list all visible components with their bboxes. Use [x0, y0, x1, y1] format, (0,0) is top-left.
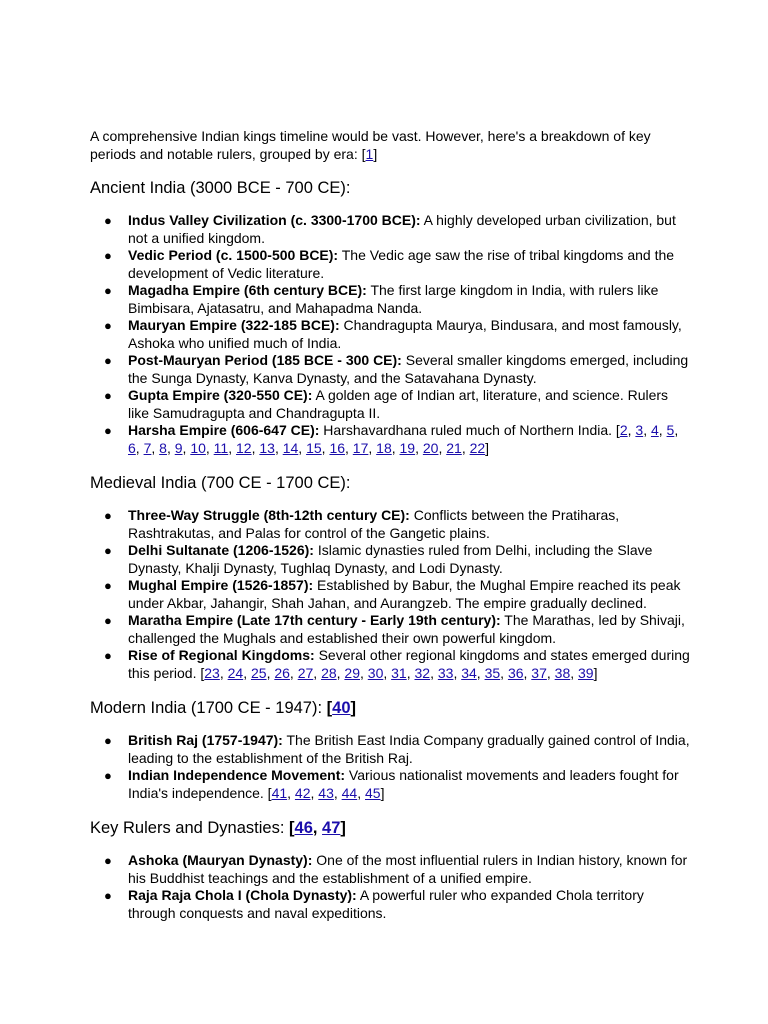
citation-link[interactable]: 2 — [619, 422, 628, 438]
section-list — [90, 212, 690, 457]
ref-separator: , — [135, 439, 144, 456]
list-item — [90, 387, 690, 422]
ref-separator: , — [357, 784, 365, 801]
ref-open-bracket: [ — [289, 819, 295, 837]
list-item-text: Several smaller kingdoms emerged, including the Sunga Dynasty, Kanva Dynasty, and the Satavahana Dynasty. — [128, 352, 689, 386]
section-heading-text: Ancient India (3000 BCE - 700 CE): — [90, 179, 351, 197]
list-item — [90, 422, 690, 457]
list-item-title: Rise of Regional Kingdoms: — [128, 647, 315, 663]
bullet-icon: ● — [104, 423, 112, 438]
citation-link[interactable]: 43 — [318, 784, 334, 801]
section-list — [90, 732, 690, 802]
ref-separator: , — [333, 784, 342, 801]
list-item-text: A highly developed urban civilization, but not a unified kingdom. — [128, 212, 676, 246]
list-item-title: Harsha Empire (606-647 CE): — [128, 422, 320, 438]
citation-link[interactable]: 29 — [344, 664, 360, 681]
ref-separator: , — [627, 422, 636, 438]
citation-link[interactable]: 40 — [332, 699, 351, 717]
citation-link[interactable]: 17 — [352, 439, 369, 456]
ref-close-bracket: ] — [485, 439, 490, 456]
citation-link[interactable]: 47 — [322, 819, 341, 837]
list-item-title: Maratha Empire (Late 17th century - Early 19th century): — [128, 612, 501, 628]
section-list — [90, 852, 690, 922]
citation-link[interactable]: 20 — [422, 439, 439, 456]
spacer — [90, 838, 690, 852]
ref-separator: , — [476, 664, 485, 681]
bullet-icon: ● — [104, 283, 112, 298]
list-item — [90, 887, 690, 922]
ref-separator: , — [500, 664, 508, 681]
bullet-icon: ● — [104, 318, 112, 333]
spacer — [90, 682, 690, 698]
bullet-icon: ● — [104, 648, 112, 663]
ref-separator: , — [523, 664, 532, 681]
section-heading-text: Modern India (1700 CE - 1947): — [90, 699, 327, 717]
citation-link[interactable]: 35 — [484, 664, 501, 681]
list-item-title: Mughal Empire (1526-1857): — [128, 577, 314, 593]
bullet-icon: ● — [104, 248, 112, 263]
ref-separator: , — [166, 439, 175, 456]
list-item — [90, 212, 690, 247]
ref-separator: , — [415, 439, 423, 456]
list-item — [90, 732, 690, 767]
intro-paragraph — [90, 127, 690, 163]
list-item-text: The first large kingdom in India, with rulers like Bimbisara, Ajatasatru, and Mahapadma Nanda. — [128, 282, 659, 316]
ref-separator: , — [368, 439, 377, 456]
citation-link[interactable]: 25 — [250, 664, 267, 681]
list-item-title: Raja Raja Chola I (Chola Dynasty): — [128, 887, 357, 903]
ref-separator: , — [570, 664, 579, 681]
citation-link[interactable]: 5 — [666, 422, 675, 438]
document-content — [90, 127, 690, 922]
list-item — [90, 612, 690, 647]
list-item-title: Ashoka (Mauryan Dynasty): — [128, 852, 313, 868]
citation-link[interactable]: 33 — [437, 664, 454, 681]
citation-link[interactable]: 28 — [321, 664, 337, 681]
list-item-text: Various nationalist movements and leaders fought for India's independence. — [128, 767, 679, 801]
citation-link[interactable]: 31 — [391, 664, 407, 681]
citation-link[interactable]: 11 — [213, 439, 229, 456]
citation-link[interactable]: 22 — [469, 439, 486, 456]
list-item — [90, 542, 690, 577]
ref-separator: , — [430, 664, 438, 681]
list-item-text: A powerful ruler who expanded Chola territory through conquests and naval expeditions. — [128, 887, 644, 921]
list-item-title: Magadha Empire (6th century BCE): — [128, 282, 367, 298]
list-item-text: Harshavardhana ruled much of Northern India. — [319, 422, 616, 438]
ref-separator: , — [360, 664, 368, 681]
citation-link[interactable]: 36 — [507, 664, 524, 681]
citation-link[interactable]: 26 — [274, 664, 290, 681]
bullet-icon: ● — [104, 508, 112, 523]
bullet-icon: ● — [104, 213, 112, 228]
citation-link[interactable]: 13 — [259, 439, 275, 456]
ref-separator: , — [266, 664, 275, 681]
section-heading — [90, 178, 690, 198]
list-item-title: Indian Independence Movement: — [128, 767, 346, 783]
citation-link[interactable]: 24 — [227, 664, 244, 681]
list-item-text: Conflicts between the Pratiharas, Rashtrakutas, and Palas for control of the Gangetic plains. — [128, 507, 620, 541]
list-item-title: Vedic Period (c. 1500-500 BCE): — [128, 247, 339, 263]
list-item-text: The British East India Company gradually gained control of India, leading to the establishment of the British Raj. — [128, 732, 690, 766]
citation-link[interactable]: 19 — [399, 439, 416, 456]
list-item-title: Mauryan Empire (322-185 BCE): — [128, 317, 340, 333]
ref-separator: , — [274, 439, 283, 456]
bullet-icon: ● — [104, 613, 112, 628]
spacer — [90, 198, 690, 212]
list-item-title: Gupta Empire (320-550 CE): — [128, 387, 313, 403]
citation-link[interactable]: 27 — [297, 664, 314, 681]
list-item-text: Chandragupta Maurya, Bindusara, and most famously, Ashoka who unified much of India. — [128, 317, 682, 351]
bullet-icon: ● — [104, 388, 112, 403]
bullet-icon: ● — [104, 768, 112, 783]
citation-link[interactable]: 44 — [341, 784, 358, 801]
ref-close-bracket: ] — [380, 784, 385, 801]
ref-separator: , — [336, 664, 345, 681]
list-item-text: Established by Babur, the Mughal Empire reached its peak under Akbar, Jahangir, Shah Jahan, and Aurangzeb. The empire gradually declined. — [128, 577, 681, 611]
list-item-title: Three-Way Struggle (8th-12th century CE): — [128, 507, 410, 523]
citation-link[interactable]: 21 — [446, 439, 462, 456]
list-item-text: Islamic dynasties ruled from Delhi, including the Slave Dynasty, Khalji Dynasty, Tughlaq Dynasty, and Lodi Dynasty. — [128, 542, 653, 576]
ref-separator: , — [321, 439, 330, 456]
section-heading-text: Medieval India (700 CE - 1700 CE): — [90, 474, 351, 492]
ref-separator: , — [312, 819, 323, 837]
list-item — [90, 767, 690, 802]
bullet-icon: ● — [104, 353, 112, 368]
citation-link[interactable]: 41 — [271, 784, 288, 801]
ref-separator: , — [453, 664, 462, 681]
ref-close-bracket: ] — [593, 664, 598, 681]
ref-separator: , — [298, 439, 307, 456]
ref-separator: , — [228, 439, 236, 456]
ref-open-bracket: [ — [267, 784, 272, 801]
citation-link[interactable]: 8 — [159, 439, 167, 456]
intro-text: A comprehensive Indian kings timeline would be vast. However, here's a breakdown of key periods and notable rulers, grouped by era: [ — [90, 128, 651, 162]
ref-separator: , — [391, 439, 400, 456]
citation-link[interactable]: 34 — [461, 664, 477, 681]
list-item-text: One of the most influential rulers in Indian history, known for his Buddhist teachings and the establishment of a unified empire. — [128, 852, 688, 886]
ref-separator: , — [345, 439, 353, 456]
citation-link[interactable]: 10 — [190, 439, 206, 456]
list-item — [90, 507, 690, 542]
citation-link[interactable]: 39 — [578, 664, 594, 681]
heading-citations — [289, 819, 346, 837]
ref-separator: , — [406, 664, 415, 681]
citation-link[interactable]: 30 — [367, 664, 384, 681]
ref-separator: , — [674, 422, 679, 438]
citation-link[interactable]: 18 — [376, 439, 392, 456]
citation-link[interactable]: 23 — [204, 664, 220, 681]
ref-separator: , — [289, 664, 298, 681]
citation-link[interactable]: 46 — [294, 819, 313, 837]
ref-separator: , — [658, 422, 667, 438]
ref-separator: , — [219, 664, 228, 681]
ref-separator: , — [546, 664, 555, 681]
citation-link[interactable]: 37 — [531, 664, 547, 681]
ref-separator: , — [310, 784, 319, 801]
list-item-text: The Vedic age saw the rise of tribal kingdoms and the development of Vedic literature. — [128, 247, 675, 281]
bullet-icon: ● — [104, 733, 112, 748]
ref-close-bracket: ] — [340, 819, 346, 837]
ref-separator: , — [243, 664, 251, 681]
bullet-icon: ● — [104, 888, 112, 903]
list-item-text: Several other regional kingdoms and states emerged during this period. — [128, 647, 690, 681]
ref-separator: , — [251, 439, 260, 456]
list-item-title: Delhi Sultanate (1206-1526): — [128, 542, 314, 558]
spacer — [90, 802, 690, 818]
ref-open-bracket: [ — [326, 699, 333, 717]
intro-close-bracket: ] — [373, 146, 378, 162]
list-item-text: A golden age of Indian art, literature, and science. Rulers like Samudragupta and Chandragupta II. — [128, 387, 669, 421]
ref-separator: , — [205, 439, 214, 456]
citation-link[interactable]: 1 — [365, 146, 374, 162]
list-item — [90, 577, 690, 612]
section-list — [90, 507, 690, 682]
citation-link[interactable]: 3 — [635, 422, 644, 438]
ref-separator: , — [383, 664, 392, 681]
list-item — [90, 317, 690, 352]
list-item — [90, 282, 690, 317]
ref-open-bracket: [ — [200, 664, 205, 681]
citation-link[interactable]: 32 — [414, 664, 431, 681]
list-item-title: Indus Valley Civilization (c. 3300-1700 BCE): — [128, 212, 421, 228]
section-heading — [90, 473, 690, 493]
citation-link[interactable]: 16 — [329, 439, 346, 456]
spacer — [90, 493, 690, 507]
spacer — [90, 718, 690, 732]
ref-separator: , — [287, 784, 295, 801]
ref-close-bracket: ] — [350, 699, 356, 717]
ref-open-bracket: [ — [615, 422, 620, 438]
heading-citations — [327, 699, 356, 717]
section-heading — [90, 818, 690, 838]
list-item — [90, 647, 690, 682]
citation-link[interactable]: 45 — [365, 784, 381, 801]
section-heading-text: Key Rulers and Dynasties: — [90, 819, 290, 837]
citation-link[interactable]: 7 — [143, 439, 152, 456]
section-heading — [90, 698, 690, 718]
list-item — [90, 852, 690, 887]
list-item-text: The Marathas, led by Shivaji, challenged the Mughals and established their own powerful kingdom. — [128, 612, 685, 646]
citation-link[interactable]: 4 — [650, 422, 659, 438]
citation-link[interactable]: 14 — [282, 439, 299, 456]
citation-link[interactable]: 38 — [554, 664, 571, 681]
bullet-icon: ● — [104, 578, 112, 593]
ref-separator: , — [313, 664, 322, 681]
list-item — [90, 352, 690, 387]
citation-link[interactable]: 9 — [174, 439, 183, 456]
list-item-title: Post-Mauryan Period (185 BCE - 300 CE): — [128, 352, 402, 368]
citation-link[interactable]: 12 — [236, 439, 252, 456]
list-item — [90, 247, 690, 282]
citation-link[interactable]: 42 — [294, 784, 311, 801]
ref-separator: , — [182, 439, 191, 456]
bullet-icon: ● — [104, 543, 112, 558]
ref-separator: , — [151, 439, 160, 456]
ref-separator: , — [461, 439, 470, 456]
list-item-title: British Raj (1757-1947): — [128, 732, 283, 748]
ref-separator: , — [643, 422, 651, 438]
citation-link[interactable]: 15 — [306, 439, 322, 456]
citation-link[interactable]: 6 — [128, 439, 136, 456]
spacer — [90, 457, 690, 473]
ref-separator: , — [438, 439, 447, 456]
bullet-icon: ● — [104, 853, 112, 868]
